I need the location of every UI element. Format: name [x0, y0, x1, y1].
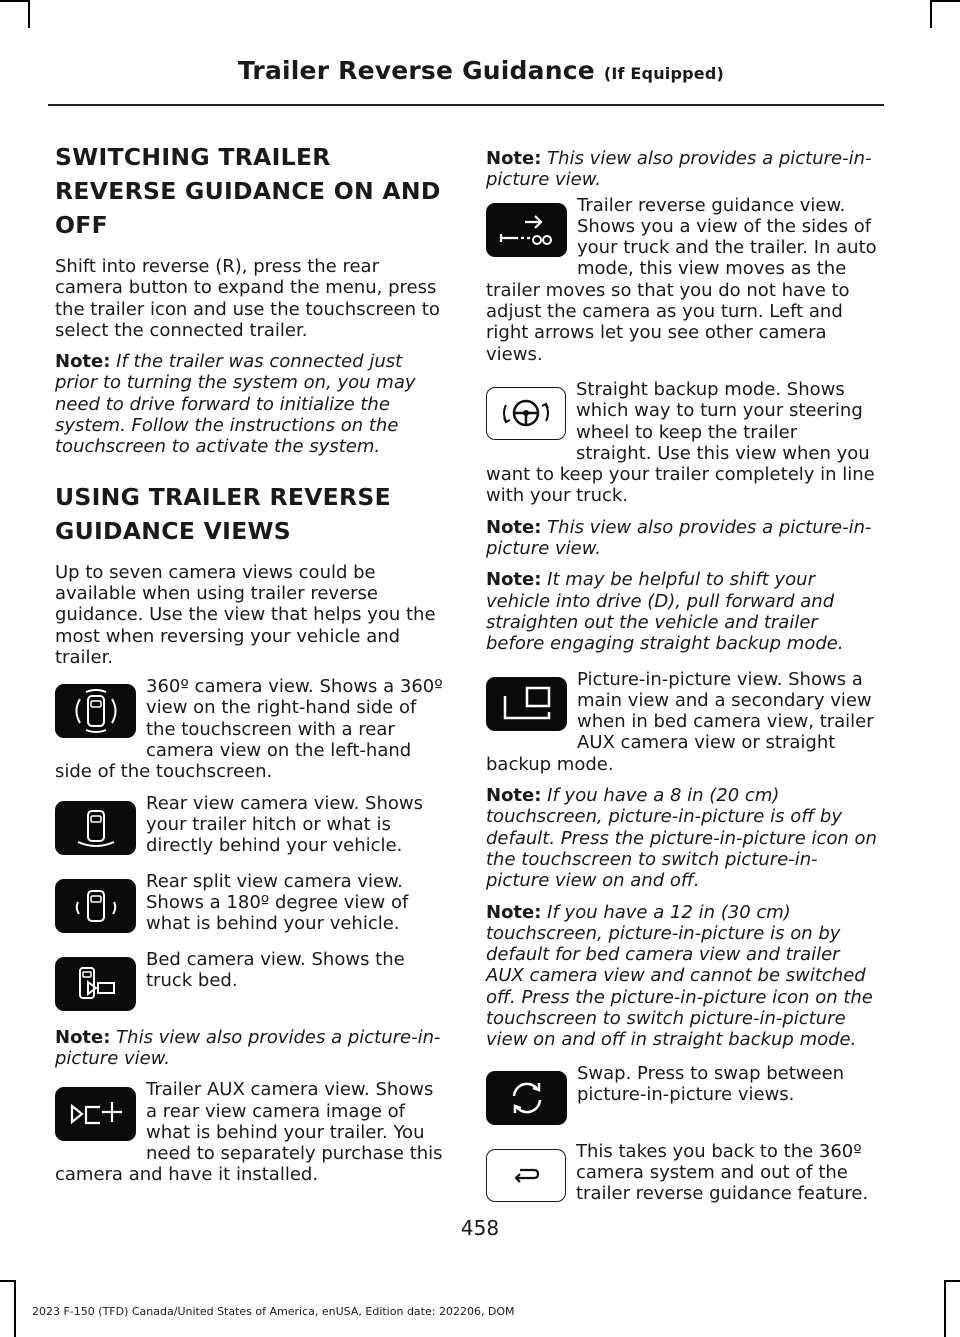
rear-split-view-icon [55, 879, 136, 933]
right-column [486, 148, 878, 1218]
note-text: If the trailer was connected just prior to turning the system on, you may need to drive forward to initialize the system. Follow the instructions on the touchscreen to activate the system. [55, 351, 416, 458]
page-number: 458 [460, 1216, 500, 1240]
camera-360-item [55, 676, 447, 782]
camera-360-icon [55, 684, 136, 738]
note-initialize [55, 351, 447, 457]
note-8in [486, 785, 878, 891]
rear-split-item [55, 871, 447, 939]
camera-360-description: 360º camera view. Shows a 360º view on the right-hand side of the touchscreen with a rear camera view on the left-hand side of the touchscreen. [55, 676, 443, 783]
left-column [55, 140, 447, 1196]
back-description: This takes you back to the 360º camera system and out of the trailer reverse guidance feature. [576, 1140, 869, 1205]
rear-view-item [55, 793, 447, 861]
note-text: If you have a 12 in (30 cm) touchscreen, picture-in-picture is on by default for bed camera view and trailer AUX camera view and cannot be switched off. Press the picture-in-picture icon on the touchscreen to switch picture-in-picture view on and off in straight backup mode. [486, 901, 873, 1051]
trailer-guidance-description: Trailer reverse guidance view. Shows you a view of the sides of your truck and the trailer. In auto mode, this view moves as the trailer moves so that you do not have to adjust the camera as you turn. Left and right arrows let you see other camera views. [486, 194, 877, 365]
views-intro-paragraph: Up to seven camera views could be available when using trailer reverse guidance. Use the view that helps you the most when reversing your vehicle and trailer. [55, 561, 436, 668]
rear-split-description: Rear split view camera view. Shows a 180º degree view of what is behind your vehicle. [146, 870, 409, 935]
crop-mark [944, 1280, 946, 1337]
back-item [486, 1141, 878, 1208]
section-heading-switching: SWITCHING TRAILER REVERSE GUIDANCE ON AND OFF [55, 143, 441, 239]
rear-view-description: Rear view camera view. Shows your trailer hitch or what is directly behind your vehicle. [146, 792, 423, 857]
rear-view-camera-icon [55, 801, 136, 855]
trailer-guidance-view-icon [486, 203, 567, 257]
straight-backup-item [486, 379, 878, 507]
section-heading-views: USING TRAILER REVERSE GUIDANCE VIEWS [55, 482, 392, 545]
note-straight-pip [486, 517, 878, 560]
crop-mark [932, 0, 960, 2]
crop-mark [946, 1280, 960, 1282]
crop-mark [14, 1280, 16, 1337]
header-title-suffix: (If Equipped) [603, 64, 724, 83]
note-label: Note: [486, 901, 542, 923]
intro-paragraph: Shift into reverse (R), press the rear camera button to expand the menu, press the trailer icon and use the touchscreen to select the connected trailer. [55, 256, 440, 341]
pip-item [486, 669, 878, 775]
note-label: Note: [486, 569, 542, 591]
trailer-aux-description: Trailer AUX camera view. Shows a rear view camera image of what is behind your trailer. You need to separately purchase this camera and have it installed. [55, 1079, 443, 1186]
note-text: If you have a 8 in (20 cm) touchscreen, picture-in-picture is off by default. Press the picture-in-picture icon on the touchscreen to switch picture-in-picture view on and off. [486, 785, 877, 892]
note-text: This view also provides a picture-in-picture view. [486, 148, 872, 191]
note-bed-pip [55, 1027, 447, 1070]
picture-in-picture-icon [486, 677, 567, 731]
swap-arrows-icon [486, 1071, 567, 1125]
bed-camera-icon [55, 957, 136, 1011]
note-label: Note: [486, 148, 542, 169]
header-divider [48, 104, 884, 106]
page-header-title [238, 56, 724, 85]
steering-wheel-icon [486, 387, 566, 440]
note-label: Note: [486, 516, 542, 538]
crop-mark [930, 0, 932, 28]
bed-camera-item [55, 949, 447, 1017]
crop-mark [0, 0, 28, 2]
trailer-aux-item [55, 1079, 447, 1185]
crop-mark [0, 1280, 14, 1282]
bed-camera-description: Bed camera view. Shows the truck bed. [146, 948, 405, 991]
swap-description: Swap. Press to swap between picture-in-picture views. [577, 1062, 845, 1105]
note-aux-pip [486, 148, 878, 191]
trailer-guidance-item [486, 195, 878, 365]
note-text: This view also provides a picture-in-picture view. [486, 516, 872, 560]
swap-item [486, 1063, 878, 1131]
footer-edition: 2023 F-150 (TFD) Canada/United States of America, enUSA, Edition date: 202206, DOM [32, 1305, 515, 1318]
note-label: Note: [55, 351, 111, 373]
back-arrow-icon [486, 1149, 566, 1202]
note-label: Note: [486, 785, 542, 807]
note-text: This view also provides a picture-in-picture view. [55, 1026, 441, 1069]
straight-backup-description: Straight backup mode. Shows which way to turn your steering wheel to keep the trailer straight. Use this view when you want to keep your trailer completely in line with your truck. [486, 378, 875, 507]
pip-description: Picture-in-picture view. Shows a main view and a secondary view when in bed camera view, trailer AUX camera view or straight backup mode. [486, 668, 874, 775]
crop-mark [28, 0, 30, 28]
note-label: Note: [55, 1026, 111, 1048]
note-12in [486, 902, 878, 1051]
note-drive-forward [486, 569, 878, 654]
trailer-aux-camera-icon [55, 1087, 136, 1141]
header-title-text: Trailer Reverse Guidance [237, 56, 595, 85]
note-text: It may be helpful to shift your vehicle into drive (D), pull forward and straighten out the vehicle and trailer before engaging straight backup mode. [486, 569, 844, 655]
